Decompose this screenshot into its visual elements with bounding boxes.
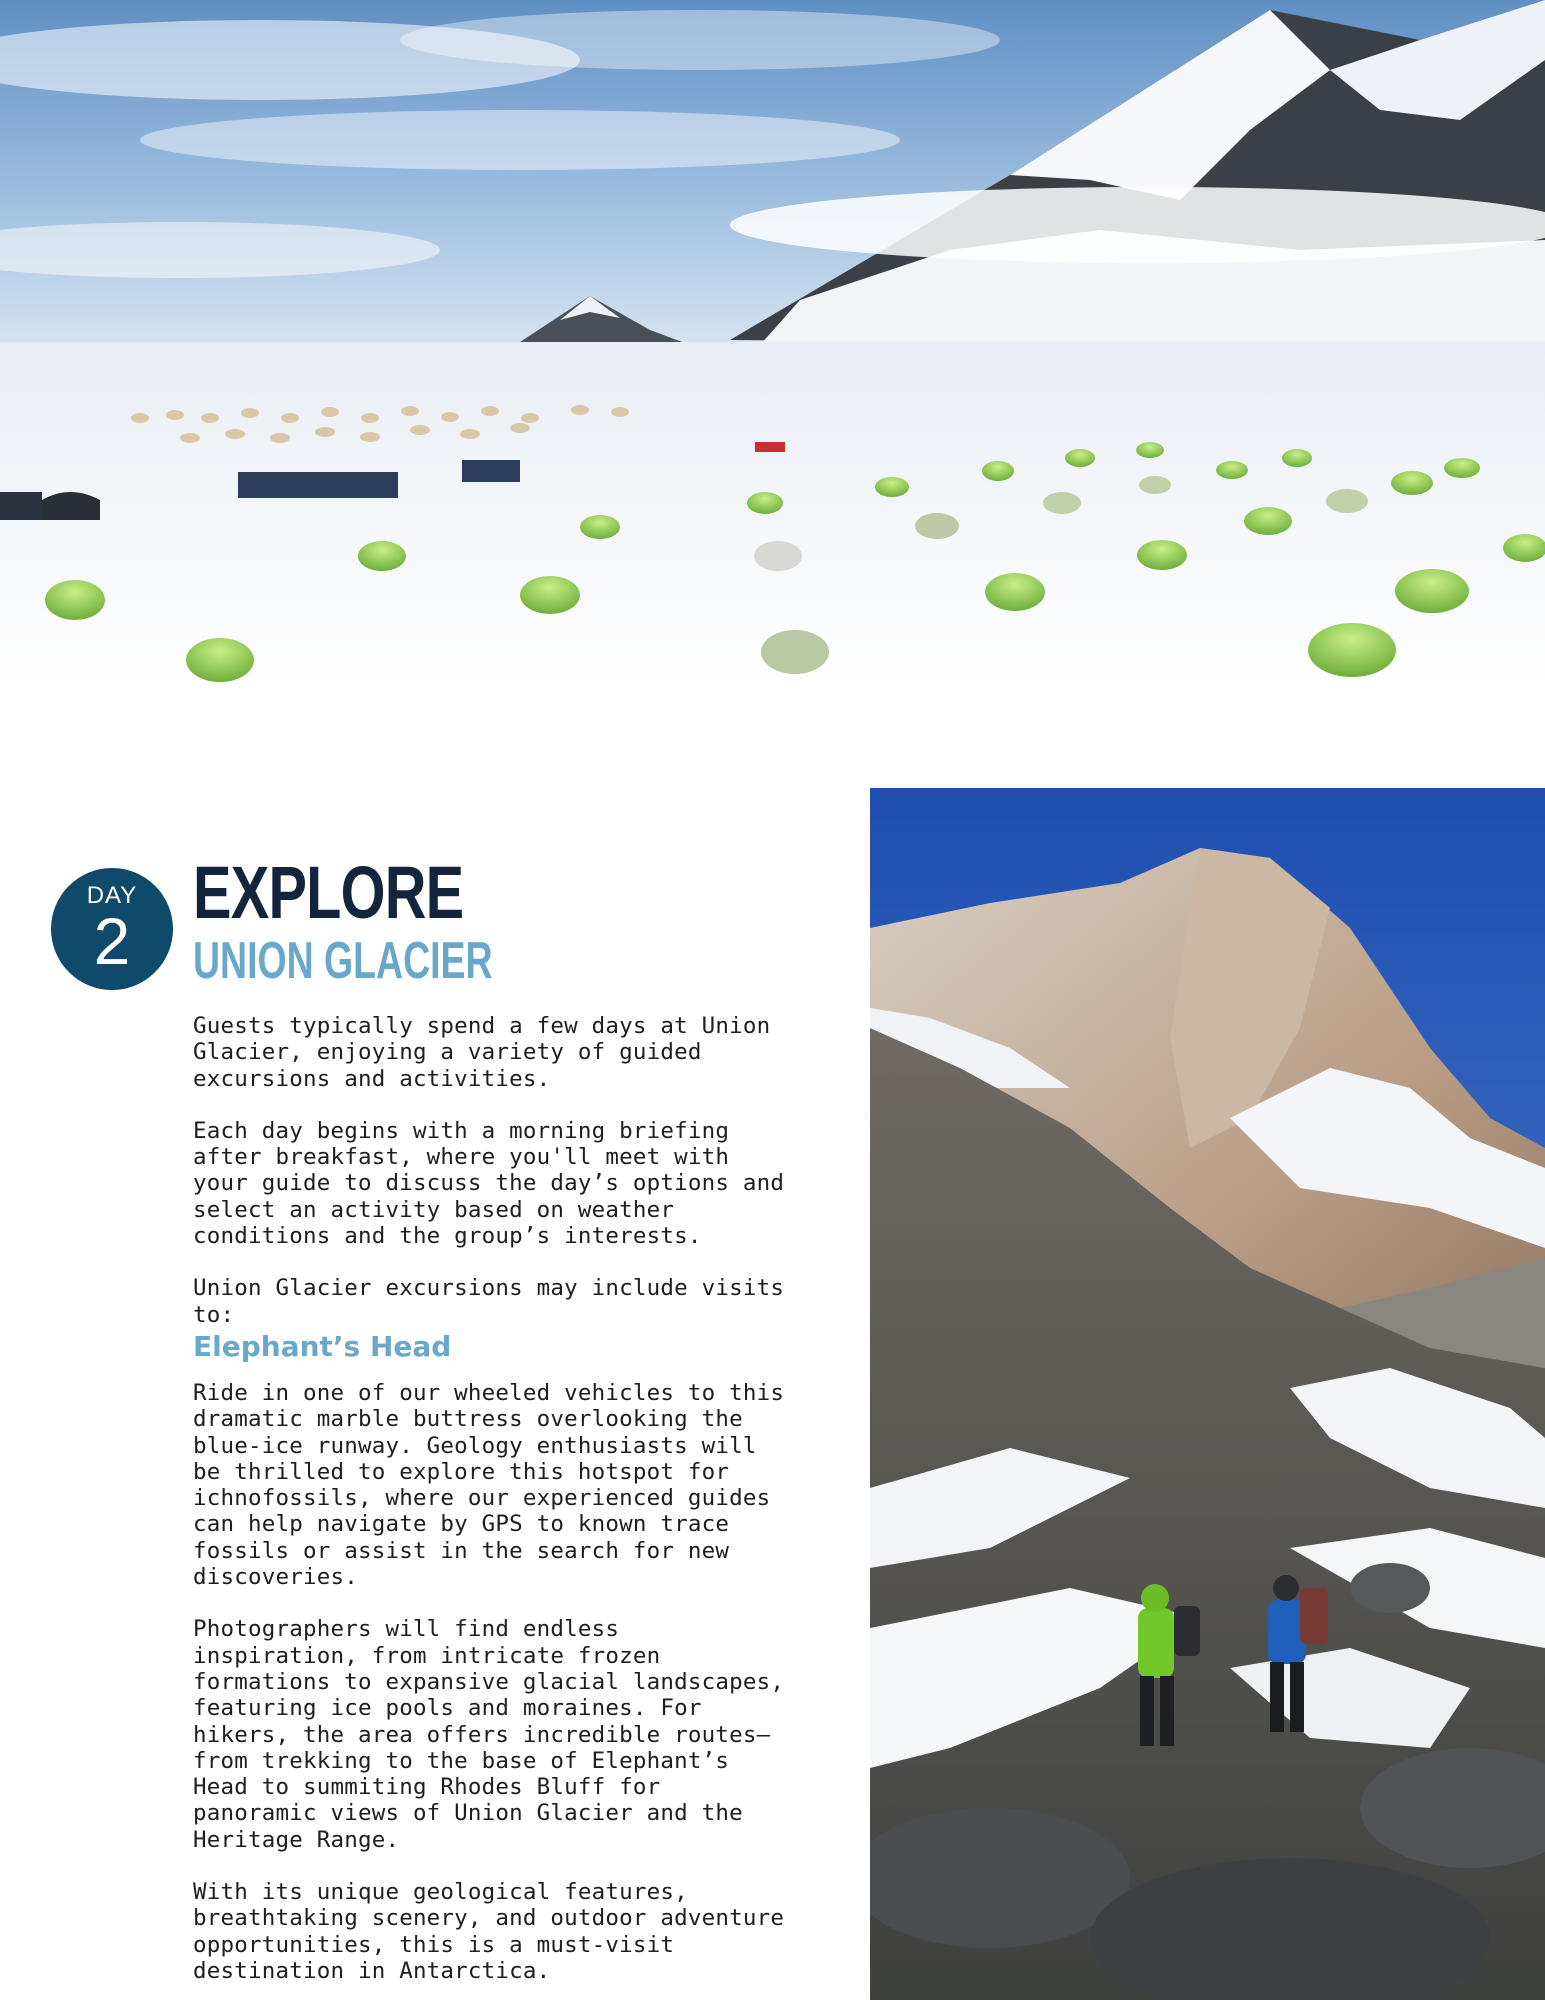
description-paragraph-1: Ride in one of our wheeled vehicles to this dramatic marble buttress overlooking the blue-ice runway. Geology enthusiasts will be thrilled to explore this hotspot for ichnofossils, where our experienced guides can help navigate by GPS to known trace fossils or assist in the search for new discoveries. [193,1379,785,1591]
description-paragraph-3: With its unique geological features, breathtaking scenery, and outdoor adventure opportunities, this is a must-visit destination in Antarctica. [193,1879,785,1984]
day-badge [51,868,173,990]
page-title: EXPLORE [193,851,464,934]
camp-photo-illustration [0,0,1545,690]
article-body [193,1013,793,2000]
description-paragraph-2: Photographers will find endless inspiration, from intricate frozen formations to expansive glacial landscapes, featuring ice pools and moraines. For hikers, the area offers incredible routes—from trekking to the base of Elephant’s Head to summiting Rhodes Bluff for panoramic views of Union Glacier and the Heritage Range. [193,1616,785,1853]
intro-paragraph-2: Each day begins with a morning briefing after breakfast, where you'll meet with your guide to discuss the day’s options and select an activity based on weather conditions and the group’s interests. [193,1117,785,1250]
hikers-photo-illustration [870,788,1545,2000]
hero-photo-glacier-camp [0,0,1545,690]
page-subtitle: UNION GLACIER [193,932,493,990]
day-number: 2 [93,904,131,978]
side-photo-elephants-head [870,788,1545,2000]
intro-paragraph-3: Union Glacier excursions may include visits to: [193,1275,785,1328]
intro-paragraph-1: Guests typically spend a few days at Union Glacier, enjoying a variety of guided excursions and activities. [193,1013,771,1092]
section-heading: Elephant’s Head [193,1329,452,1363]
day-label: DAY [86,882,138,909]
